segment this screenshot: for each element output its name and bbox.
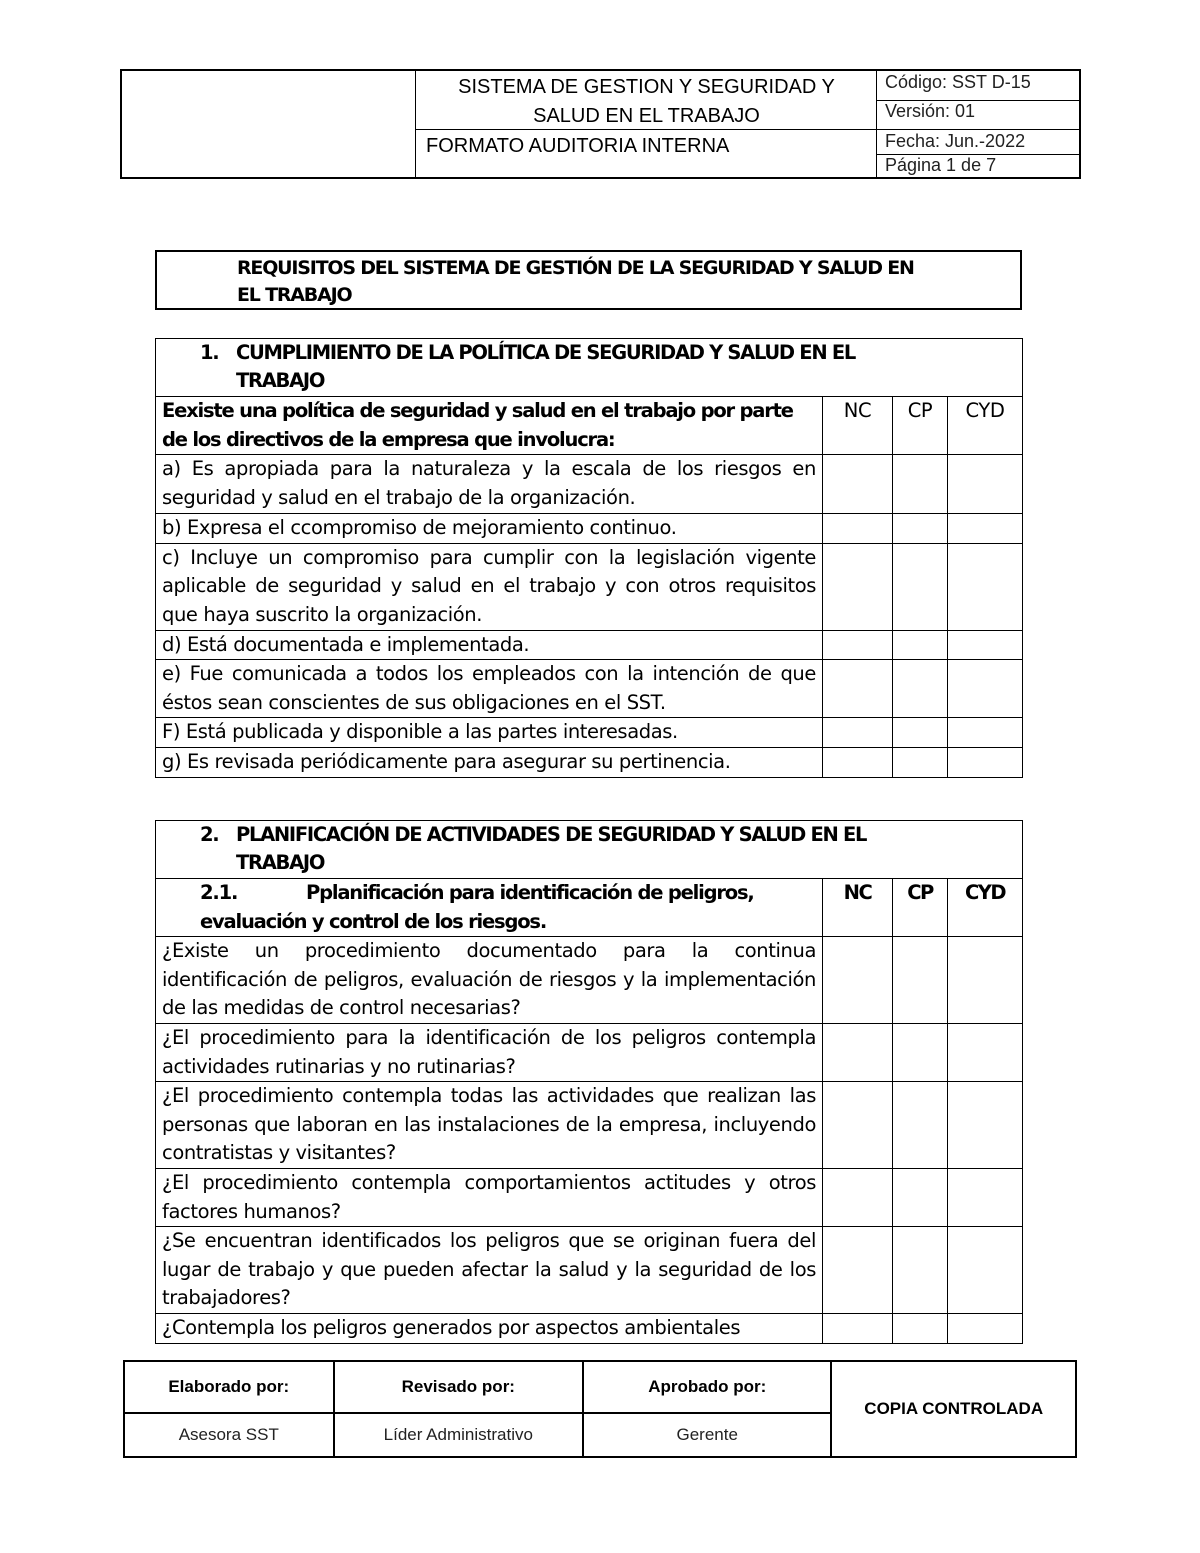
checklist-item: ¿Existe un procedimiento documentado para la continua identificación de peligros, evaluación de riesgos y la implementación de las medidas de control necesarias?	[156, 937, 823, 1024]
checklist-item: d) Está documentada e implementada.	[156, 630, 823, 660]
nc-cell[interactable]	[823, 718, 893, 748]
cyd-cell[interactable]	[948, 455, 1023, 514]
table-row	[156, 718, 1023, 748]
nc-cell[interactable]	[823, 1082, 893, 1169]
section2-title	[156, 821, 1023, 879]
nc-cell[interactable]	[823, 1227, 893, 1314]
nc-cell[interactable]	[823, 1169, 893, 1227]
cp-cell[interactable]	[893, 747, 948, 777]
checklist-item: e) Fue comunicada a todos los empleados con la intención de que éstos sean conscientes de sus obligaciones en el SST.	[156, 660, 823, 718]
nc-cell[interactable]	[823, 543, 893, 630]
section1-question: Eexiste una política de seguridad y salud en el trabajo por parte de los directivos de la empresa que involucra:	[156, 397, 823, 455]
section2-table	[155, 820, 1023, 1344]
cp-cell[interactable]	[893, 1024, 948, 1082]
table-row	[156, 747, 1023, 777]
nc-cell[interactable]	[823, 747, 893, 777]
requirements-title	[237, 255, 914, 309]
logo-area	[122, 71, 416, 177]
document-header	[120, 69, 1081, 179]
section1-title-line1: CUMPLIMIENTO DE LA POLÍTICA DE SEGURIDAD Y SALUD EN EL	[236, 341, 855, 364]
column-header-cyd: CYD	[948, 397, 1023, 455]
cp-cell[interactable]	[893, 1314, 948, 1344]
subsection-number: 2.1.	[200, 881, 238, 904]
checklist-item: ¿Contempla los peligros generados por aspectos ambientales	[156, 1314, 823, 1344]
document-control	[877, 71, 1079, 177]
system-title-line2: SALUD EN EL TRABAJO	[533, 105, 760, 127]
checklist-item: c) Incluye un compromiso para cumplir con la legislación vigente aplicable de seguridad y salud en el trabajo y con otros requisitos que haya suscrito la organización.	[156, 543, 823, 630]
table-row	[156, 660, 1023, 718]
nc-cell[interactable]	[823, 660, 893, 718]
nc-cell[interactable]	[823, 1314, 893, 1344]
nc-cell[interactable]	[823, 514, 893, 544]
table-row	[156, 630, 1023, 660]
system-title-line1: SISTEMA DE GESTION Y SEGURIDAD Y	[458, 76, 835, 98]
section2-title-line2: TRABAJO	[236, 851, 325, 874]
cyd-cell[interactable]	[948, 1169, 1023, 1227]
cp-cell[interactable]	[893, 1227, 948, 1314]
cp-cell[interactable]	[893, 630, 948, 660]
approval-footer	[123, 1360, 1077, 1458]
cyd-cell[interactable]	[948, 747, 1023, 777]
section2-title-line1: PLANIFICACIÓN DE ACTIVIDADES DE SEGURIDAD Y SALUD EN EL	[236, 823, 867, 846]
table-row	[156, 455, 1023, 514]
system-title	[416, 73, 877, 131]
cyd-cell[interactable]	[948, 660, 1023, 718]
reviewed-by: Líder Administrativo	[334, 1413, 583, 1457]
elaborated-by: Asesora SST	[124, 1413, 334, 1457]
section1-title	[156, 339, 1023, 397]
approved-by: Gerente	[583, 1413, 831, 1457]
checklist-item: b) Expresa el ccompromiso de mejoramiento continuo.	[156, 514, 823, 544]
section1-table	[155, 338, 1023, 778]
column-header-nc: NC	[823, 879, 893, 937]
cyd-cell[interactable]	[948, 1082, 1023, 1169]
elaborated-label: Elaborado por:	[124, 1361, 334, 1413]
cp-cell[interactable]	[893, 937, 948, 1024]
page-number: Página 1 de 7	[885, 155, 997, 175]
cyd-cell[interactable]	[948, 630, 1023, 660]
approved-label: Aprobado por:	[583, 1361, 831, 1413]
reviewed-label: Revisado por:	[334, 1361, 583, 1413]
column-header-cyd: CYD	[948, 879, 1023, 937]
section2-number: 2.	[200, 823, 219, 846]
cyd-cell[interactable]	[948, 937, 1023, 1024]
document-version: Versión: 01	[885, 101, 976, 121]
format-title: FORMATO AUDITORIA INTERNA	[426, 135, 730, 157]
cyd-cell[interactable]	[948, 514, 1023, 544]
checklist-item: ¿Se encuentran identificados los peligros que se originan fuera del lugar de trabajo y que pueden afectar la salud y la seguridad de los trabajadores?	[156, 1227, 823, 1314]
cyd-cell[interactable]	[948, 1024, 1023, 1082]
cp-cell[interactable]	[893, 660, 948, 718]
requirements-title-line1: REQUISITOS DEL SISTEMA DE GESTIÓN DE LA SEGURIDAD Y SALUD EN	[237, 257, 914, 279]
table-row	[156, 1024, 1023, 1082]
table-row	[156, 1314, 1023, 1344]
cp-cell[interactable]	[893, 1169, 948, 1227]
checklist-item: ¿El procedimiento contempla todas las actividades que realizan las personas que laboran en las instalaciones de la empresa, incluyendo contratistas y visitantes?	[156, 1082, 823, 1169]
table-row	[156, 937, 1023, 1024]
cyd-cell[interactable]	[948, 718, 1023, 748]
document-code: Código: SST D-15	[885, 72, 1031, 92]
cp-cell[interactable]	[893, 455, 948, 514]
section1-number: 1.	[200, 341, 219, 364]
cp-cell[interactable]	[893, 514, 948, 544]
document-date: Fecha: Jun.-2022	[885, 131, 1026, 151]
cyd-cell[interactable]	[948, 1314, 1023, 1344]
table-row	[156, 1082, 1023, 1169]
nc-cell[interactable]	[823, 937, 893, 1024]
control-divider	[877, 129, 1079, 130]
controlled-copy: COPIA CONTROLADA	[831, 1361, 1076, 1457]
checklist-item: F) Está publicada y disponible a las partes interesadas.	[156, 718, 823, 748]
subsection-title: Pplanificación para identificación de peligros, evaluación y control de los riesgos.	[200, 881, 754, 933]
nc-cell[interactable]	[823, 455, 893, 514]
table-row	[156, 514, 1023, 544]
nc-cell[interactable]	[823, 630, 893, 660]
column-header-cp: CP	[893, 397, 948, 455]
section1-title-line2: TRABAJO	[236, 369, 325, 392]
cyd-cell[interactable]	[948, 1227, 1023, 1314]
header-divider	[416, 129, 877, 130]
table-row	[156, 543, 1023, 630]
checklist-item: g) Es revisada periódicamente para asegurar su pertinencia.	[156, 747, 823, 777]
table-row	[156, 1169, 1023, 1227]
subsection-2-1-heading	[156, 879, 823, 937]
requirements-title-box	[155, 250, 1022, 310]
column-header-cp: CP	[893, 879, 948, 937]
requirements-title-line2: EL TRABAJO	[237, 284, 352, 306]
header-titles	[416, 71, 877, 177]
table-row	[156, 1227, 1023, 1314]
cp-cell[interactable]	[893, 543, 948, 630]
cp-cell[interactable]	[893, 718, 948, 748]
nc-cell[interactable]	[823, 1024, 893, 1082]
checklist-item: a) Es apropiada para la naturaleza y la escala de los riesgos en seguridad y salud en el trabajo de la organización.	[156, 455, 823, 514]
cyd-cell[interactable]	[948, 543, 1023, 630]
column-header-nc: NC	[823, 397, 893, 455]
cp-cell[interactable]	[893, 1082, 948, 1169]
checklist-item: ¿El procedimiento contempla comportamientos actitudes y otros factores humanos?	[156, 1169, 823, 1227]
checklist-item: ¿El procedimiento para la identificación de los peligros contempla actividades rutinarias y no rutinarias?	[156, 1024, 823, 1082]
